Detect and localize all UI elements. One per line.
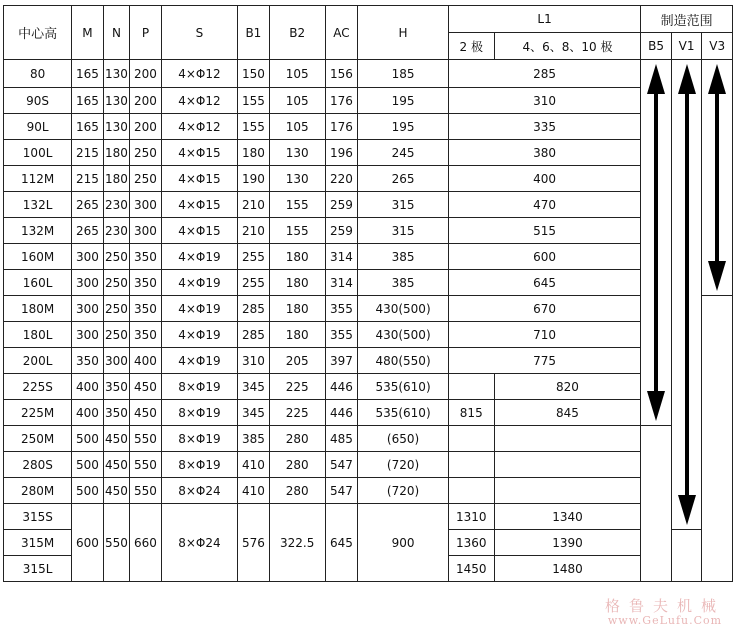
cell-frame: 112M [4,166,72,192]
table-row [4,348,733,374]
table-row [4,296,733,322]
table-row [4,244,733,270]
cell-b2: 155 [269,218,325,244]
cell-ac: 547 [325,478,358,504]
cell-s: 4×Φ19 [161,348,237,374]
table-row [4,400,733,426]
cell-b2: 322.5 [269,504,325,582]
cell-p: 350 [130,296,162,322]
range-v1-empty [671,530,702,582]
cell-frame: 315S [4,504,72,530]
table-row [4,478,733,504]
cell-p: 350 [130,322,162,348]
cell-ac: 176 [325,114,358,140]
table-row [4,374,733,400]
cell-b1: 310 [238,348,270,374]
cell-ac: 314 [325,244,358,270]
cell-b2: 180 [269,244,325,270]
cell-m: 400 [72,374,104,400]
cell-frame: 160M [4,244,72,270]
table-row [4,218,733,244]
cell-n: 250 [103,270,129,296]
arrow-head-down [708,261,726,291]
cell-l1-value: 400 [448,166,640,192]
range-b5-cell [641,60,672,426]
header-l1-multipole: 4、6、8、10 极 [494,33,641,60]
cell-h: 385 [358,270,449,296]
cell-l1-value: 310 [448,88,640,114]
table-row [4,504,733,530]
cell-p: 450 [130,400,162,426]
cell-l1-value: 710 [448,322,640,348]
cell-m: 500 [72,426,104,452]
cell-b1: 285 [238,322,270,348]
cell-h: 480(550) [358,348,449,374]
cell-n: 250 [103,322,129,348]
cell-l1-multi: 1390 [494,530,641,556]
cell-n: 130 [103,88,129,114]
cell-b1: 155 [238,88,270,114]
cell-l1-multi [494,426,641,452]
cell-n: 350 [103,374,129,400]
cell-l1-2pole [448,478,494,504]
header-mfg-range: 制造范围 [641,6,733,33]
cell-s: 8×Φ24 [161,478,237,504]
cell-frame: 200L [4,348,72,374]
cell-p: 200 [130,60,162,88]
cell-l1-2pole: 1310 [448,504,494,530]
cell-s: 4×Φ15 [161,140,237,166]
cell-n: 450 [103,478,129,504]
cell-ac: 259 [325,192,358,218]
cell-b1: 345 [238,374,270,400]
cell-frame: 100L [4,140,72,166]
cell-ac: 355 [325,322,358,348]
cell-h: 430(500) [358,296,449,322]
cell-h: 385 [358,244,449,270]
cell-n: 300 [103,348,129,374]
cell-h: 900 [358,504,449,582]
cell-ac: 176 [325,88,358,114]
cell-m: 300 [72,270,104,296]
cell-b2: 180 [269,296,325,322]
cell-l1-value: 670 [448,296,640,322]
cell-s: 4×Φ19 [161,270,237,296]
cell-b1: 255 [238,244,270,270]
cell-h: 315 [358,218,449,244]
cell-m: 165 [72,88,104,114]
cell-frame: 250M [4,426,72,452]
cell-n: 130 [103,114,129,140]
cell-m: 500 [72,452,104,478]
cell-frame: 132L [4,192,72,218]
cell-h: 535(610) [358,400,449,426]
cell-n: 130 [103,60,129,88]
cell-ac: 446 [325,400,358,426]
cell-frame: 90S [4,88,72,114]
cell-frame: 90L [4,114,72,140]
range-v3-empty [702,296,733,582]
cell-h: 195 [358,88,449,114]
header-center-height: 中心高 [4,6,72,60]
cell-ac: 220 [325,166,358,192]
cell-l1-multi [494,452,641,478]
cell-b1: 410 [238,478,270,504]
cell-frame: 315L [4,556,72,582]
cell-b2: 130 [269,166,325,192]
cell-s: 8×Φ19 [161,426,237,452]
cell-b2: 205 [269,348,325,374]
cell-ac: 547 [325,452,358,478]
header-l1: L1 [448,6,640,33]
arrow-head-down [647,391,665,421]
cell-b2: 180 [269,270,325,296]
cell-l1-2pole [448,452,494,478]
cell-s: 4×Φ12 [161,114,237,140]
cell-frame: 160L [4,270,72,296]
header-b1: B1 [238,6,270,60]
cell-p: 350 [130,244,162,270]
cell-b1: 410 [238,452,270,478]
cell-p: 550 [130,478,162,504]
header-h: H [358,6,449,60]
cell-b1: 210 [238,192,270,218]
cell-l1-value: 515 [448,218,640,244]
cell-s: 4×Φ12 [161,88,237,114]
header-p: P [130,6,162,60]
cell-n: 450 [103,452,129,478]
cell-n: 250 [103,296,129,322]
cell-ac: 259 [325,218,358,244]
cell-ac: 485 [325,426,358,452]
header-m: M [72,6,104,60]
header-b5: B5 [641,33,672,60]
cell-b2: 105 [269,60,325,88]
cell-l1-multi [494,478,641,504]
cell-p: 660 [130,504,162,582]
cell-b1: 576 [238,504,270,582]
cell-m: 300 [72,322,104,348]
cell-l1-2pole [448,374,494,400]
cell-frame: 132M [4,218,72,244]
header-l1-2pole: 2 极 [448,33,494,60]
cell-m: 300 [72,244,104,270]
cell-n: 350 [103,400,129,426]
cell-l1-value: 335 [448,114,640,140]
cell-l1-2pole [448,426,494,452]
cell-s: 4×Φ19 [161,296,237,322]
cell-b2: 225 [269,374,325,400]
cell-h: 265 [358,166,449,192]
cell-frame: 180L [4,322,72,348]
cell-m: 600 [72,504,104,582]
cell-p: 250 [130,166,162,192]
cell-p: 200 [130,114,162,140]
cell-l1-value: 470 [448,192,640,218]
cell-p: 550 [130,452,162,478]
cell-m: 215 [72,166,104,192]
cell-s: 8×Φ24 [161,504,237,582]
cell-l1-multi: 1340 [494,504,641,530]
cell-frame: 80 [4,60,72,88]
cell-h: 315 [358,192,449,218]
cell-h: 535(610) [358,374,449,400]
cell-m: 265 [72,192,104,218]
cell-n: 230 [103,218,129,244]
cell-b1: 210 [238,218,270,244]
cell-l1-value: 600 [448,244,640,270]
cell-ac: 156 [325,60,358,88]
cell-s: 4×Φ19 [161,244,237,270]
cell-l1-2pole: 1450 [448,556,494,582]
header-s: S [161,6,237,60]
arrow-head-up [708,64,726,94]
cell-m: 215 [72,140,104,166]
cell-s: 8×Φ19 [161,452,237,478]
table-row [4,88,733,114]
cell-ac: 446 [325,374,358,400]
cell-p: 400 [130,348,162,374]
cell-b1: 190 [238,166,270,192]
cell-b1: 255 [238,270,270,296]
cell-m: 500 [72,478,104,504]
cell-b2: 130 [269,140,325,166]
cell-ac: 645 [325,504,358,582]
cell-b2: 105 [269,114,325,140]
cell-s: 8×Φ19 [161,374,237,400]
cell-n: 550 [103,504,129,582]
cell-b1: 180 [238,140,270,166]
cell-b2: 155 [269,192,325,218]
cell-n: 180 [103,166,129,192]
cell-m: 300 [72,296,104,322]
cell-l1-multi: 845 [494,400,641,426]
cell-b2: 280 [269,452,325,478]
watermark-text: 格鲁夫机械 [604,597,725,616]
cell-p: 350 [130,270,162,296]
table-row [4,426,733,452]
cell-m: 165 [72,114,104,140]
cell-b1: 345 [238,400,270,426]
table-row [4,114,733,140]
cell-b2: 280 [269,426,325,452]
cell-frame: 225S [4,374,72,400]
cell-ac: 196 [325,140,358,166]
arrow-head-down [678,495,696,525]
cell-frame: 180M [4,296,72,322]
arrow-head-up [678,64,696,94]
cell-m: 350 [72,348,104,374]
header-ac: AC [325,6,358,60]
cell-s: 8×Φ19 [161,400,237,426]
cell-frame: 225M [4,400,72,426]
cell-n: 230 [103,192,129,218]
cell-h: 430(500) [358,322,449,348]
cell-frame: 280M [4,478,72,504]
table-row [4,140,733,166]
range-b5-empty [641,426,672,582]
table-row [4,60,733,88]
cell-l1-value: 285 [448,60,640,88]
cell-m: 165 [72,60,104,88]
cell-s: 4×Φ19 [161,322,237,348]
cell-n: 180 [103,140,129,166]
cell-s: 4×Φ15 [161,192,237,218]
cell-p: 250 [130,140,162,166]
cell-ac: 314 [325,270,358,296]
cell-b1: 150 [238,60,270,88]
watermark-url: www.GeLufu.Com [607,613,723,627]
range-arrow-b5 [641,60,671,425]
cell-l1-value: 380 [448,140,640,166]
cell-m: 265 [72,218,104,244]
cell-h: 245 [358,140,449,166]
cell-b2: 225 [269,400,325,426]
cell-b2: 180 [269,322,325,348]
cell-m: 400 [72,400,104,426]
range-arrow-v3 [702,60,732,295]
cell-s: 4×Φ12 [161,60,237,88]
cell-frame: 280S [4,452,72,478]
cell-p: 450 [130,374,162,400]
cell-s: 4×Φ15 [161,218,237,244]
cell-h: (720) [358,478,449,504]
cell-b1: 385 [238,426,270,452]
cell-n: 250 [103,244,129,270]
dimension-table [3,5,733,582]
cell-l1-multi: 820 [494,374,641,400]
header-v1: V1 [671,33,702,60]
header-b2: B2 [269,6,325,60]
cell-p: 200 [130,88,162,114]
arrow-head-up [647,64,665,94]
table-row [4,322,733,348]
cell-h: (650) [358,426,449,452]
cell-s: 4×Φ15 [161,166,237,192]
cell-p: 300 [130,218,162,244]
cell-h: (720) [358,452,449,478]
cell-p: 300 [130,192,162,218]
cell-l1-2pole: 815 [448,400,494,426]
cell-n: 450 [103,426,129,452]
cell-b1: 285 [238,296,270,322]
range-v1-cell [671,60,702,530]
cell-l1-value: 775 [448,348,640,374]
header-n: N [103,6,129,60]
range-arrow-v1 [672,60,702,529]
table-row [4,166,733,192]
cell-b2: 105 [269,88,325,114]
cell-ac: 397 [325,348,358,374]
cell-p: 550 [130,426,162,452]
cell-l1-value: 645 [448,270,640,296]
cell-ac: 355 [325,296,358,322]
table-row [4,452,733,478]
cell-l1-2pole: 1360 [448,530,494,556]
table-row [4,270,733,296]
cell-h: 195 [358,114,449,140]
table-row [4,192,733,218]
cell-b1: 155 [238,114,270,140]
watermark [605,598,725,627]
header-v3: V3 [702,33,733,60]
cell-h: 185 [358,60,449,88]
range-v3-cell [702,60,733,296]
cell-l1-multi: 1480 [494,556,641,582]
cell-frame: 315M [4,530,72,556]
cell-b2: 280 [269,478,325,504]
